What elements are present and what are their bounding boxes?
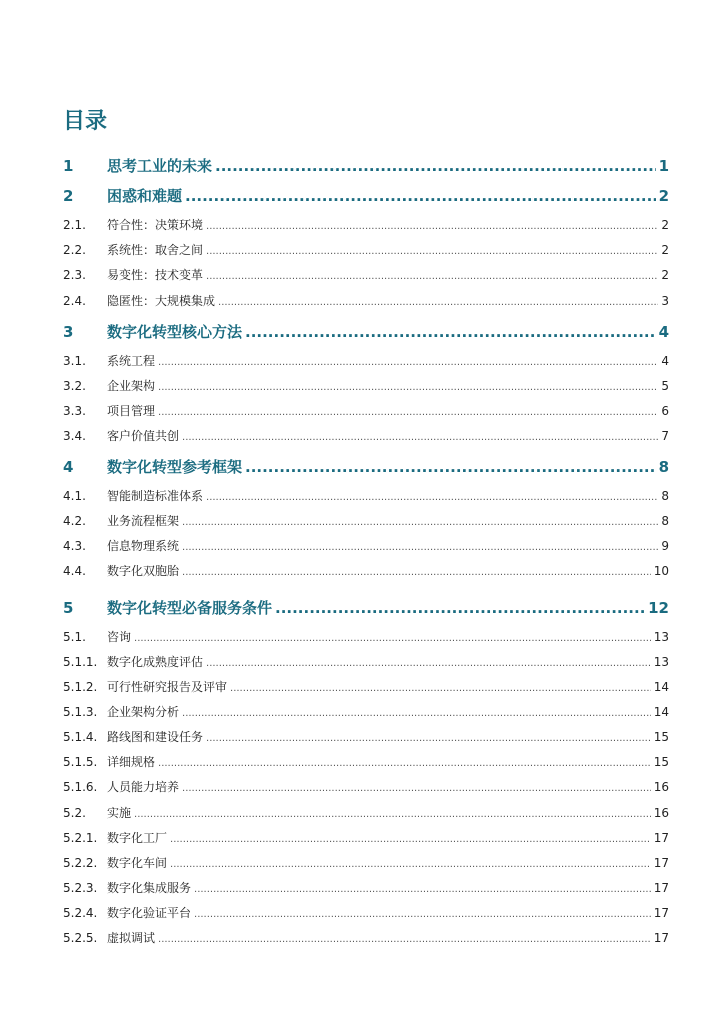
toc-entry-5-1-4[interactable]: [63, 728, 669, 746]
toc-entry-page: 4: [658, 323, 669, 341]
toc-entry-page: 13: [653, 630, 669, 644]
toc-entry-number: 3.1.: [63, 354, 86, 368]
toc-entry-number: 3.2.: [63, 379, 86, 393]
toc-entry-3-1[interactable]: [63, 352, 669, 370]
toc-entry-label: 咨询: [107, 630, 132, 644]
toc-entry-5-1[interactable]: [63, 628, 669, 646]
toc-entry-page: 2: [661, 218, 669, 232]
leader-dots: [170, 831, 651, 849]
toc-entry-page: 12: [648, 599, 669, 617]
toc-entry-label: 实施: [107, 806, 132, 820]
toc-entry-page: 4: [661, 354, 669, 368]
toc-entry-number: 3: [63, 323, 74, 341]
toc-entry-label: 信息物理系统: [107, 539, 180, 553]
leader-dots: [206, 489, 658, 507]
leader-dots: [170, 856, 651, 874]
toc-entry-page: 7: [661, 429, 669, 443]
toc-entry-number: 1: [63, 157, 74, 175]
toc-entry-label: 数字化验证平台: [107, 906, 192, 920]
toc-entry-5-1-3[interactable]: [63, 703, 669, 721]
toc-entry-number: 5.1.4.: [63, 730, 98, 744]
toc-entry-number: 5.1.6.: [63, 780, 98, 794]
toc-entry-number: 5: [63, 599, 74, 617]
toc-entry-4-2[interactable]: [63, 512, 669, 530]
toc-entry-number: 2: [63, 187, 74, 205]
toc-entry-label: 业务流程框架: [107, 514, 180, 528]
leader-dots: [158, 379, 658, 397]
leader-dots: [182, 705, 651, 723]
leader-dots: [194, 906, 651, 924]
toc-entry-number: 2.3.: [63, 268, 86, 282]
toc-entry-page: 14: [653, 680, 669, 694]
toc-entry-5-1-6[interactable]: [63, 778, 669, 796]
toc-entry-page: 17: [653, 856, 669, 870]
toc-entry-number: 5.2.3.: [63, 881, 98, 895]
toc-entry-3-3[interactable]: [63, 402, 669, 420]
toc-entry-5-2-1[interactable]: [63, 829, 669, 847]
toc-entry-label: 虚拟调试: [107, 931, 156, 945]
toc-entry-page: 13: [653, 655, 669, 669]
leader-dots: [206, 268, 658, 286]
toc-entry-page: 15: [653, 755, 669, 769]
toc-entry-page: 17: [653, 931, 669, 945]
toc-entry-label: 数字化工厂: [107, 831, 168, 845]
toc-entry-5-2-5[interactable]: [63, 929, 669, 947]
toc-entry-5-2[interactable]: [63, 804, 669, 822]
toc-entry-page: 2: [658, 187, 669, 205]
leader-dots: [206, 655, 651, 673]
toc-entry-2-1[interactable]: [63, 216, 669, 234]
toc-entry-page: 3: [661, 294, 669, 308]
toc-entry-5-2-4[interactable]: [63, 904, 669, 922]
toc-entry-page: 17: [653, 906, 669, 920]
toc-entry-number: 5.2.2.: [63, 856, 98, 870]
toc-entry-label: 易变性：技术变革: [107, 268, 204, 282]
toc-entry-number: 4.3.: [63, 539, 86, 553]
toc-entry-number: 3.4.: [63, 429, 86, 443]
toc-entry-4-1[interactable]: [63, 487, 669, 505]
toc-entry-number: 5.1.2.: [63, 680, 98, 694]
toc-entry-label: 数字化集成服务: [107, 881, 192, 895]
toc-entry-number: 3.3.: [63, 404, 86, 418]
toc-entry-number: 2.4.: [63, 294, 86, 308]
leader-dots: [182, 429, 658, 447]
toc-entry-number: 4.2.: [63, 514, 86, 528]
toc-entry-page: 9: [661, 539, 669, 553]
toc-entry-label: 企业架构分析: [107, 705, 180, 719]
toc-entry-2-3[interactable]: [63, 266, 669, 284]
toc-entry-5-2-2[interactable]: [63, 854, 669, 872]
leader-dots: [275, 597, 645, 619]
toc-entry-number: 4.1.: [63, 489, 86, 503]
toc-entry-number: 5.2.4.: [63, 906, 98, 920]
toc-entry-page: 17: [653, 881, 669, 895]
toc-entry-page: 8: [661, 489, 669, 503]
leader-dots: [158, 755, 651, 773]
leader-dots: [230, 680, 651, 698]
toc-entry-page: 1: [658, 157, 669, 175]
leader-dots: [182, 514, 658, 532]
toc-entry-label: 智能制造标准体系: [107, 489, 204, 503]
toc-entry-label: 数字化车间: [107, 856, 168, 870]
toc-entry-3-2[interactable]: [63, 377, 669, 395]
toc-entry-page: 8: [658, 458, 669, 476]
toc-entry-4-4[interactable]: [63, 562, 669, 580]
toc-entry-page: 2: [661, 243, 669, 257]
toc-entry-label: 系统工程: [107, 354, 156, 368]
toc-entry-label: 系统性：取舍之间: [107, 243, 204, 257]
toc-entry-number: 4.4.: [63, 564, 86, 578]
toc-entry-label: 数字化转型参考框架: [107, 458, 243, 476]
leader-dots: [218, 294, 658, 312]
leader-dots: [206, 730, 651, 748]
leader-dots: [158, 931, 651, 949]
toc-entry-5-2-3[interactable]: [63, 879, 669, 897]
toc-entry-number: 5.2.5.: [63, 931, 98, 945]
toc-entry-3[interactable]: [63, 321, 669, 343]
toc-entry-label: 可行性研究报告及评审: [107, 680, 228, 694]
toc-entry-label: 人员能力培养: [107, 780, 180, 794]
toc-entry-page: 15: [653, 730, 669, 744]
toc-heading: 目录: [63, 109, 108, 134]
toc-entry-2[interactable]: [63, 185, 669, 207]
toc-entry-2-4[interactable]: [63, 292, 669, 310]
toc-entry-label: 路线图和建设任务: [107, 730, 204, 744]
toc-entry-number: 2.2.: [63, 243, 86, 257]
toc-entry-label: 详细规格: [107, 755, 156, 769]
leader-dots: [158, 354, 658, 372]
leader-dots: [158, 404, 658, 422]
leader-dots: [185, 185, 656, 207]
leader-dots: [206, 218, 658, 236]
toc-entry-label: 客户价值共创: [107, 429, 180, 443]
toc-entry-5-1-5[interactable]: [63, 753, 669, 771]
toc-entry-3-4[interactable]: [63, 427, 669, 445]
toc-entry-number: 4: [63, 458, 74, 476]
toc-entry-5[interactable]: [63, 597, 669, 619]
toc-entry-2-2[interactable]: [63, 241, 669, 259]
toc-entry-label: 项目管理: [107, 404, 156, 418]
toc-entry-page: 2: [661, 268, 669, 282]
toc-entry-label: 困惑和难题: [107, 187, 183, 205]
toc-entry-4-3[interactable]: [63, 537, 669, 555]
toc-entry-label: 数字化转型核心方法: [107, 323, 243, 341]
toc-entry-page: 16: [653, 780, 669, 794]
toc-entry-label: 数字化成熟度评估: [107, 655, 204, 669]
toc-entry-number: 5.1.3.: [63, 705, 98, 719]
toc-entry-label: 符合性：决策环境: [107, 218, 204, 232]
toc-entry-4[interactable]: [63, 456, 669, 478]
leader-dots: [182, 539, 658, 557]
toc-entry-label: 数字化双胞胎: [107, 564, 180, 578]
toc-entry-5-1-1[interactable]: [63, 653, 669, 671]
toc-entry-label: 隐匿性：大规模集成: [107, 294, 216, 308]
toc-entry-number: 2.1.: [63, 218, 86, 232]
toc-entry-page: 5: [661, 379, 669, 393]
leader-dots: [182, 780, 651, 798]
toc-entry-label: 思考工业的未来: [107, 157, 213, 175]
toc-entry-page: 14: [653, 705, 669, 719]
toc-entry-number: 5.2.: [63, 806, 86, 820]
leader-dots: [134, 630, 651, 648]
toc-entry-page: 10: [653, 564, 669, 578]
toc-entry-page: 6: [661, 404, 669, 418]
leader-dots: [245, 321, 656, 343]
leader-dots: [194, 881, 651, 899]
toc-entry-number: 5.1.: [63, 630, 86, 644]
leader-dots: [182, 564, 651, 582]
toc-entry-page: 8: [661, 514, 669, 528]
leader-dots: [134, 806, 651, 824]
toc-entry-label: 数字化转型必备服务条件: [107, 599, 273, 617]
toc-entry-number: 5.1.1.: [63, 655, 98, 669]
toc-entry-number: 5.2.1.: [63, 831, 98, 845]
toc-entry-page: 16: [653, 806, 669, 820]
leader-dots: [215, 155, 656, 177]
leader-dots: [206, 243, 658, 261]
toc-entry-page: 17: [653, 831, 669, 845]
toc-entry-1[interactable]: [63, 155, 669, 177]
toc-entry-label: 企业架构: [107, 379, 156, 393]
toc-entry-number: 5.1.5.: [63, 755, 98, 769]
leader-dots: [245, 456, 656, 478]
toc-entry-5-1-2[interactable]: [63, 678, 669, 696]
